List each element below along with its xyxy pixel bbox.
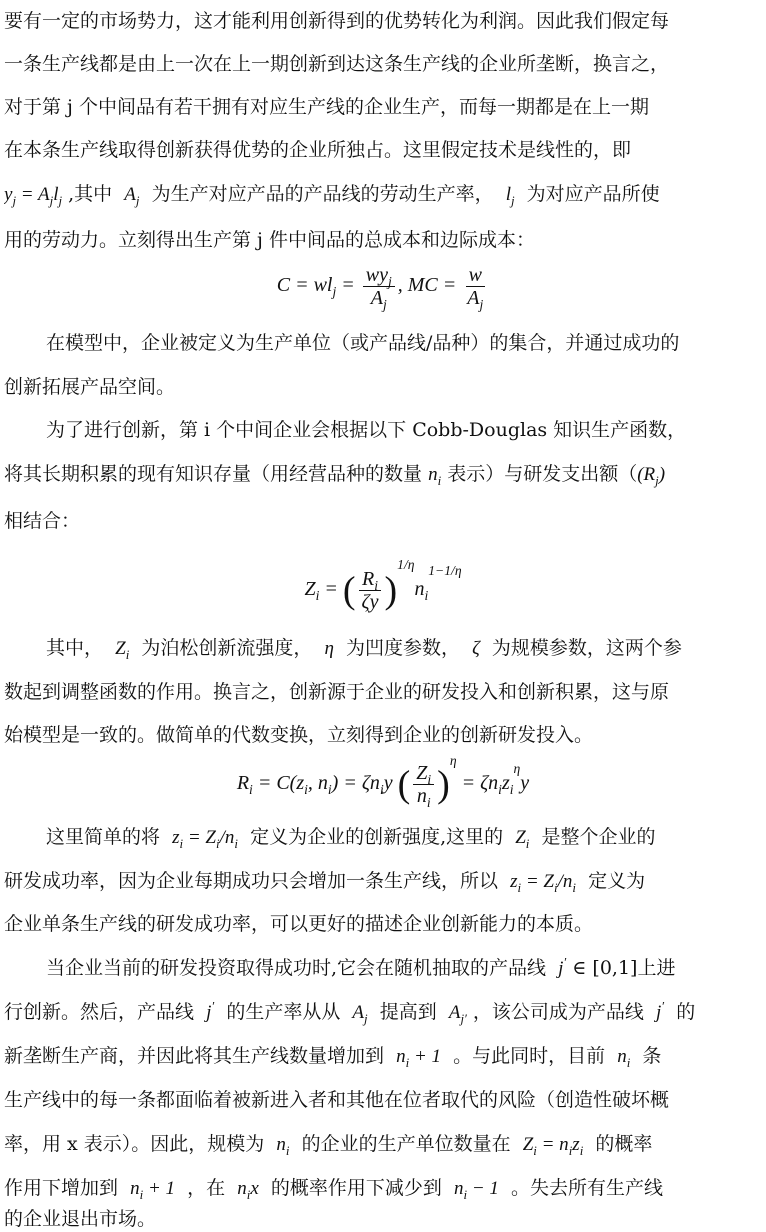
paragraph-line-with-math: 作用下增加到 $n_i + 1$ ，在 $n_ix$ 的概率作用下减少到 $n_i - 1$ 。失去所有生产线	[4, 1177, 663, 1202]
paragraph-line-with-math: 其中， $Z_i$ 为泊松创新流强度， η 为凹度参数， ζ 为规模参数，这两个参	[46, 637, 682, 662]
equation-cost: $C = wl_j$ = $\frac{wy_j}{A_j}$ , MC = $\frac{w}{A_j}$	[276, 264, 484, 312]
paragraph-line: 为了进行创新，第 i 个中间企业会根据以下 Cobb-Douglas 知识生产函数，	[46, 419, 687, 441]
paragraph-line-with-math: 当企业当前的研发投资取得成功时,它会在随机抽取的产品线 j′ ∈ [0,1]上进	[46, 955, 676, 979]
paragraph-line-with-math: 率，用 x 表示）。因此，规模为 $n_i$ 的企业的生产单位数量在 $Z_i = n_iz_i$ 的概率	[4, 1133, 653, 1158]
paragraph-line-with-math: 将其长期积累的现有知识存量（用经营品种的数量 $n_i$ 表示）与研发支出额（$(R_j)$	[4, 463, 666, 488]
paragraph-line: 要有一定的市场势力，这才能利用创新得到的优势转化为利润。因此我们假定每	[4, 10, 670, 32]
paragraph-line-with-math: 研发成功率，因为企业每期成功只会增加一条生产线，所以 $z_i = Z_i/n_i$ 定义为	[4, 870, 646, 895]
paragraph-line-with-math: 这里简单的将 $z_i = Z_i/n_i$ 定义为企业的创新强度,这里的 $Z_i$ 是整个企业的	[46, 826, 656, 851]
paragraph-line: 用的劳动力。立刻得出生产第 j 件中间品的总成本和边际成本：	[4, 229, 535, 251]
paragraph-line-with-math: 行创新。然后，产品线 j′ 的生产率从从 $A_j$ 提高到 $A_{j'}$ ，该公司成为产品线 j′ 的	[4, 999, 696, 1026]
paragraph-line: 始模型是一致的。做简单的代数变换，立刻得到企业的创新研发投入。	[4, 724, 594, 746]
equation-knowledge-production: $Z_i$ = ( $\frac{R_i}{\zeta y}$ )$^{1/\eta}n_i^{1-1/\eta}$	[304, 557, 462, 613]
paragraph-line-with-math: 新垄断生产商，并因此将其生产线数量增加到 $n_i + 1$ 。与此同时，目前 $n_i$ 条	[4, 1045, 662, 1070]
math-lj: $l_j$	[505, 184, 515, 208]
paragraph-line: 对于第 j 个中间品有若干拥有对应生产线的企业生产，而每一期都是在上一期	[4, 96, 649, 118]
equation-rnd-cost: $R_i = C(z_i$, $n_i) = \zeta n_iy$ ( $\frac{Z_i}{n_i}$ )$^\eta = \zeta n_iz_i^\eta y$	[236, 753, 530, 810]
paragraph-line: 创新拓展产品空间。	[4, 376, 176, 398]
paragraph-line: 企业单条生产线的研发成功率，可以更好的描述企业创新能力的本质。	[4, 913, 594, 935]
math-Aj: $A_j$	[124, 184, 140, 208]
paragraph-line: 在模型中，企业被定义为生产单位（或产品线/品种）的集合，并通过成功的	[46, 332, 680, 354]
paragraph-line: 的企业退出市场。	[4, 1208, 157, 1230]
paragraph-line: 一条生产线都是由上一次在上一期创新到达这条生产线的企业所垄断，换言之，	[4, 53, 670, 75]
paragraph-line: 数起到调整函数的作用。换言之，创新源于企业的研发投入和创新积累，这与原	[4, 681, 670, 703]
paragraph-line: 生产线中的每一条都面临着被新进入者和其他在位者取代的风险（创造性破坏概	[4, 1089, 670, 1111]
paragraph-line: 在本条生产线取得创新获得优势的企业所独占。这里假定技术是线性的，即	[4, 139, 632, 161]
paragraph-line: 相结合：	[4, 510, 81, 532]
math-yj: $y_j = A_jl_j$	[4, 184, 63, 208]
paragraph-line-with-math: $y_j = A_jl_j$ ,其中 $A_j$ 为生产对应产品的产品线的劳动生产率， $l_j$ 为对应产品所使	[4, 183, 660, 208]
